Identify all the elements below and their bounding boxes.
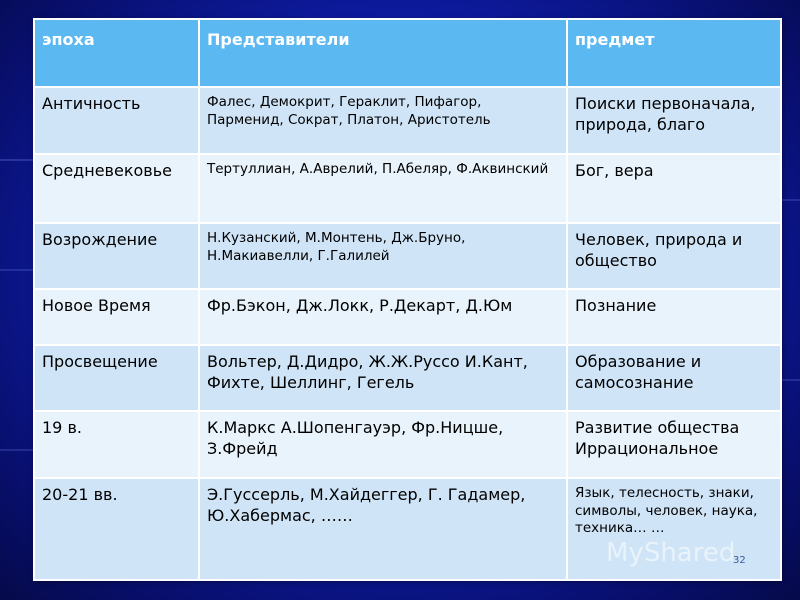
cell-subject: Развитие общества Иррациональное [567, 411, 781, 478]
table-row [34, 345, 781, 411]
cell-subject: Язык, телесность, знаки, символы, человек, наука, техника… … [567, 478, 781, 580]
table-row [34, 289, 781, 345]
header-subject: предмет [567, 19, 781, 87]
cell-epoch: 20-21 вв. [34, 478, 199, 580]
cell-epoch: Просвещение [34, 345, 199, 411]
cell-representatives: Вольтер, Д.Дидро, Ж.Ж.Руссо И.Кант, Фихте, Шеллинг, Гегель [199, 345, 567, 411]
cell-representatives: Э.Гуссерль, М.Хайдеггер, Г. Гадамер, Ю.Хабермас, …… [199, 478, 567, 580]
cell-representatives: Фалес, Демокрит, Гераклит, Пифагор, Парменид, Сократ, Платон, Аристотель [199, 87, 567, 154]
page-number: 32 [733, 555, 746, 566]
cell-subject: Человек, природа и общество [567, 223, 781, 289]
header-epoch: эпоха [34, 19, 199, 87]
cell-subject: Бог, вера [567, 154, 781, 223]
cell-epoch: Возрождение [34, 223, 199, 289]
cell-epoch: Средневековье [34, 154, 199, 223]
header-representatives: Представители [199, 19, 567, 87]
table-row [34, 411, 781, 478]
cell-representatives: Тертуллиан, А.Аврелий, П.Абеляр, Ф.Аквинский [199, 154, 567, 223]
watermark-logo: MyShared [606, 538, 736, 568]
table-row [34, 154, 781, 223]
cell-epoch: Античность [34, 87, 199, 154]
philosophy-epochs-table [33, 18, 780, 579]
cell-subject: Познание [567, 289, 781, 345]
cell-subject: Поиски первоначала, природа, благо [567, 87, 781, 154]
cell-representatives: К.Маркс А.Шопенгауэр, Фр.Ницше, З.Фрейд [199, 411, 567, 478]
cell-subject: Образование и самосознание [567, 345, 781, 411]
cell-epoch: Новое Время [34, 289, 199, 345]
cell-representatives: Фр.Бэкон, Дж.Локк, Р.Декарт, Д.Юм [199, 289, 567, 345]
table-row [34, 87, 781, 154]
cell-representatives: Н.Кузанский, М.Монтень, Дж.Бруно, Н.Макиавелли, Г.Галилей [199, 223, 567, 289]
cell-epoch: 19 в. [34, 411, 199, 478]
table-header-row [34, 19, 781, 87]
table-row [34, 223, 781, 289]
